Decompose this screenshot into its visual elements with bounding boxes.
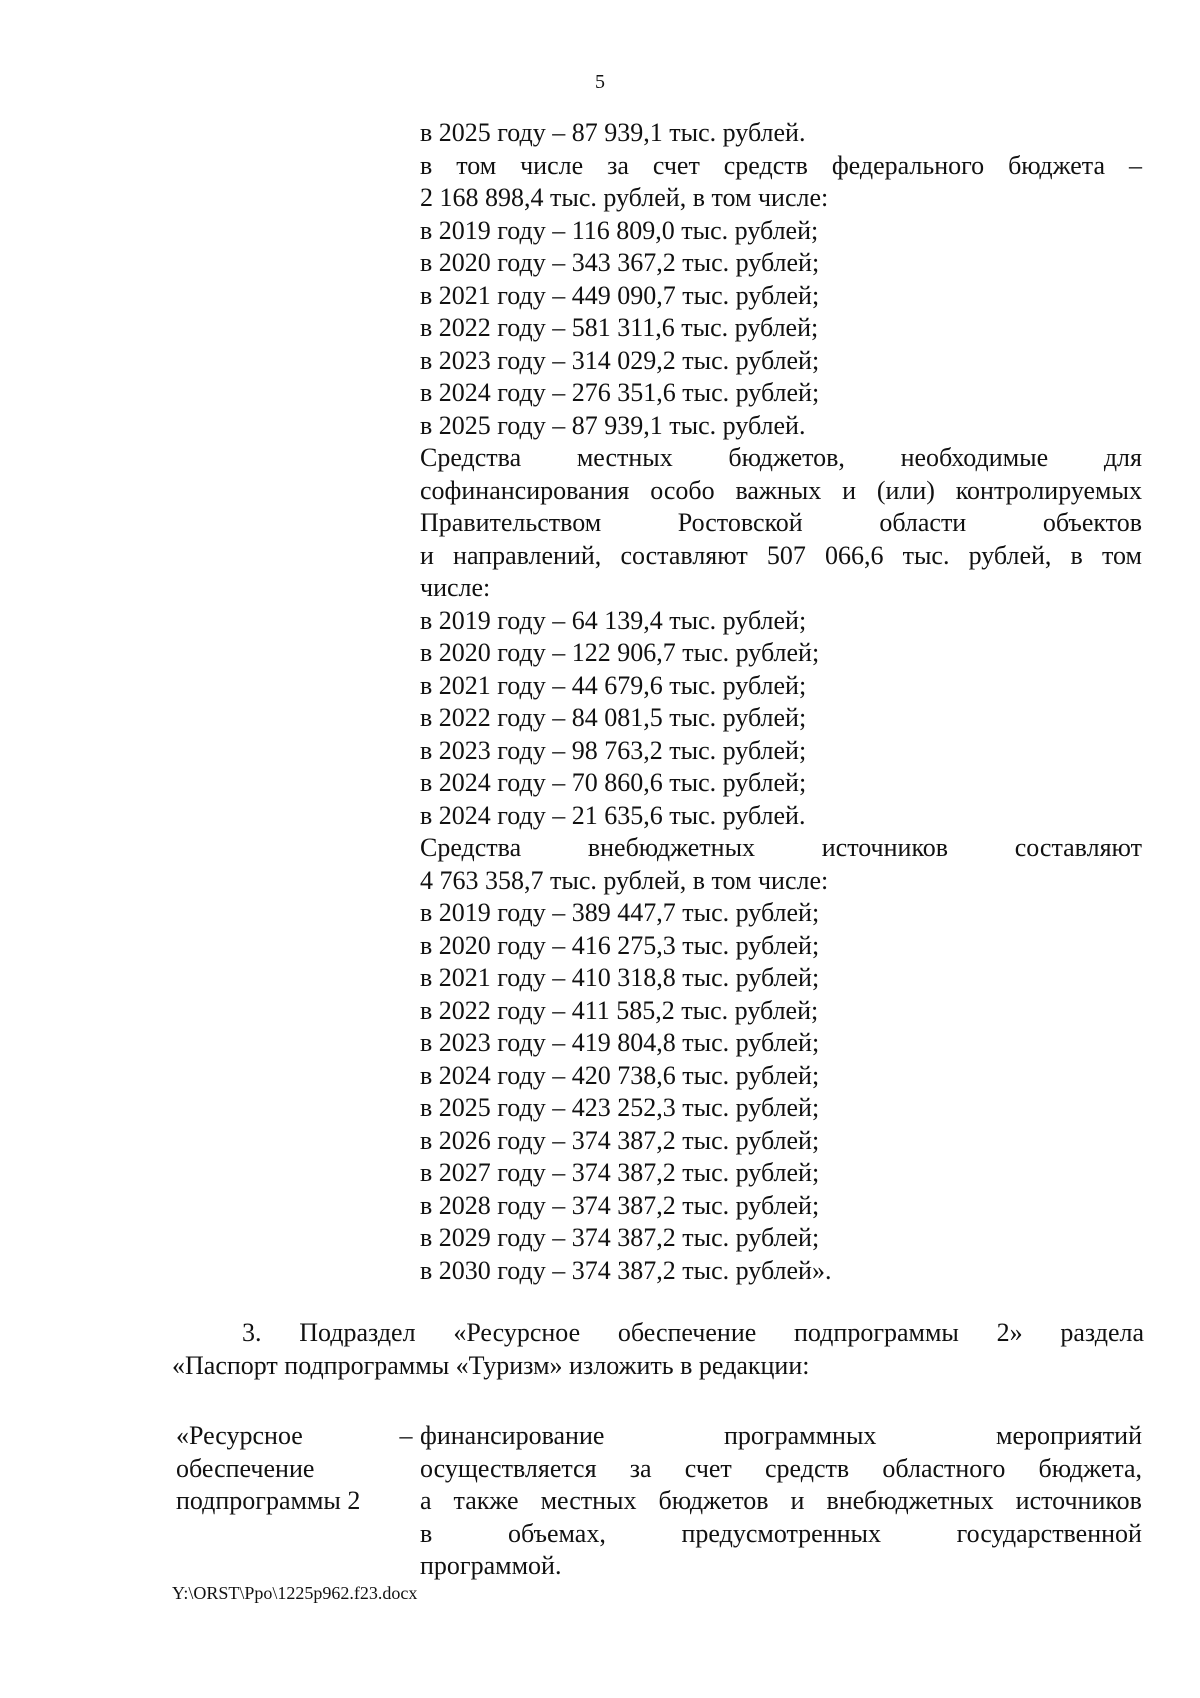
text-line: 4 763 358,7 тыс. рублей, в том числе: [420,865,829,895]
text-line: и направлений, составляют 507 066,6 тыс. рублей, в том [420,540,1142,570]
text-line: Средства местных бюджетов, необходимые для [420,443,1142,472]
text-line: в 2029 году – 374 387,2 тыс. рублей; [420,1223,820,1252]
passport-label-line: подпрограммы 2 [176,1486,361,1515]
text-line: в 2024 году – 276 351,6 тыс. рублей; [420,378,820,407]
text-line: Правительством Ростовской области объектов [420,508,1142,537]
passport-label-cell [176,1420,386,1518]
text-line: в 2021 году – 44 679,6 тыс. рублей; [420,670,807,700]
text-line: в 2021 году – 410 318,8 тыс. рублей; [420,963,820,992]
section-3-line-2: «Паспорт подпрограммы «Туризм» изложить в редакции: [172,1350,810,1380]
passport-label-line: «Ресурсное [176,1421,303,1450]
text-line: в 2025 году – 87 939,1 тыс. рублей. [420,410,806,440]
text-line: в 2026 году – 374 387,2 тыс. рублей; [420,1125,820,1155]
text-line: числе: [420,573,491,602]
text-line: в 2022 году – 411 585,2 тыс. рублей; [420,995,819,1025]
text-line: в 2025 году – 87 939,1 тыс. рублей. [420,118,806,147]
main-text-column [420,117,1142,1287]
text-line: в 2019 году – 389 447,7 тыс. рублей; [420,898,820,927]
text-line: в 2027 году – 374 387,2 тыс. рублей; [420,1158,820,1187]
section-3-line-1: 3. Подраздел «Ресурсное обеспечение подпрограммы 2» раздела [242,1318,1144,1347]
passport-dash: – [399,1421,413,1450]
text-line: в 2022 году – 84 081,5 тыс. рублей; [420,703,807,732]
text-line: в 2023 году – 98 763,2 тыс. рублей; [420,735,807,765]
text-line: в 2020 году – 416 275,3 тыс. рублей; [420,930,820,960]
text-line: Средства внебюджетных источников составляют [420,833,1142,862]
passport-body-line: а также местных бюджетов и внебюджетных источников [420,1486,1142,1515]
passport-body-line: программой. [420,1551,562,1580]
text-line: в 2024 году – 21 635,6 тыс. рублей. [420,800,806,830]
text-line: в 2024 году – 70 860,6 тыс. рублей; [420,768,807,797]
text-line: софинансирования особо важных и (или) контролируемых [420,475,1142,505]
section-3-paragraph [172,1317,1144,1382]
passport-body-line: финансирование программных мероприятий [420,1421,1142,1450]
text-line: в 2023 году – 419 804,8 тыс. рублей; [420,1028,820,1057]
passport-body-cell [420,1420,1142,1583]
page-number: 5 [595,71,605,93]
text-line: 2 168 898,4 тыс. рублей, в том числе: [420,183,829,212]
passport-body-line: в объемах, предусмотренных государственной [420,1518,1142,1548]
text-line: в 2020 году – 343 367,2 тыс. рублей; [420,248,820,277]
text-line: в том числе за счет средств федерального бюджета – [420,150,1142,180]
text-line: в 2019 году – 64 139,4 тыс. рублей; [420,605,807,635]
file-path-footer: Y:\ORST\Ppo\1225p962.f23.docx [172,1583,418,1603]
text-line: в 2024 году – 420 738,6 тыс. рублей; [420,1060,820,1090]
text-line: в 2025 году – 423 252,3 тыс. рублей; [420,1093,820,1122]
text-line: в 2022 году – 581 311,6 тыс. рублей; [420,313,819,342]
passport-label-line: обеспечение [176,1453,315,1483]
text-line: в 2028 году – 374 387,2 тыс. рублей; [420,1190,820,1220]
text-line: в 2020 году – 122 906,7 тыс. рублей; [420,638,820,667]
passport-body-line: осуществляется за счет средств областного бюджета, [420,1453,1142,1483]
text-line: в 2019 году – 116 809,0 тыс. рублей; [420,215,819,245]
text-line: в 2023 году – 314 029,2 тыс. рублей; [420,345,820,375]
text-line: в 2021 году – 449 090,7 тыс. рублей; [420,280,820,310]
text-line: в 2030 году – 374 387,2 тыс. рублей». [420,1255,832,1285]
